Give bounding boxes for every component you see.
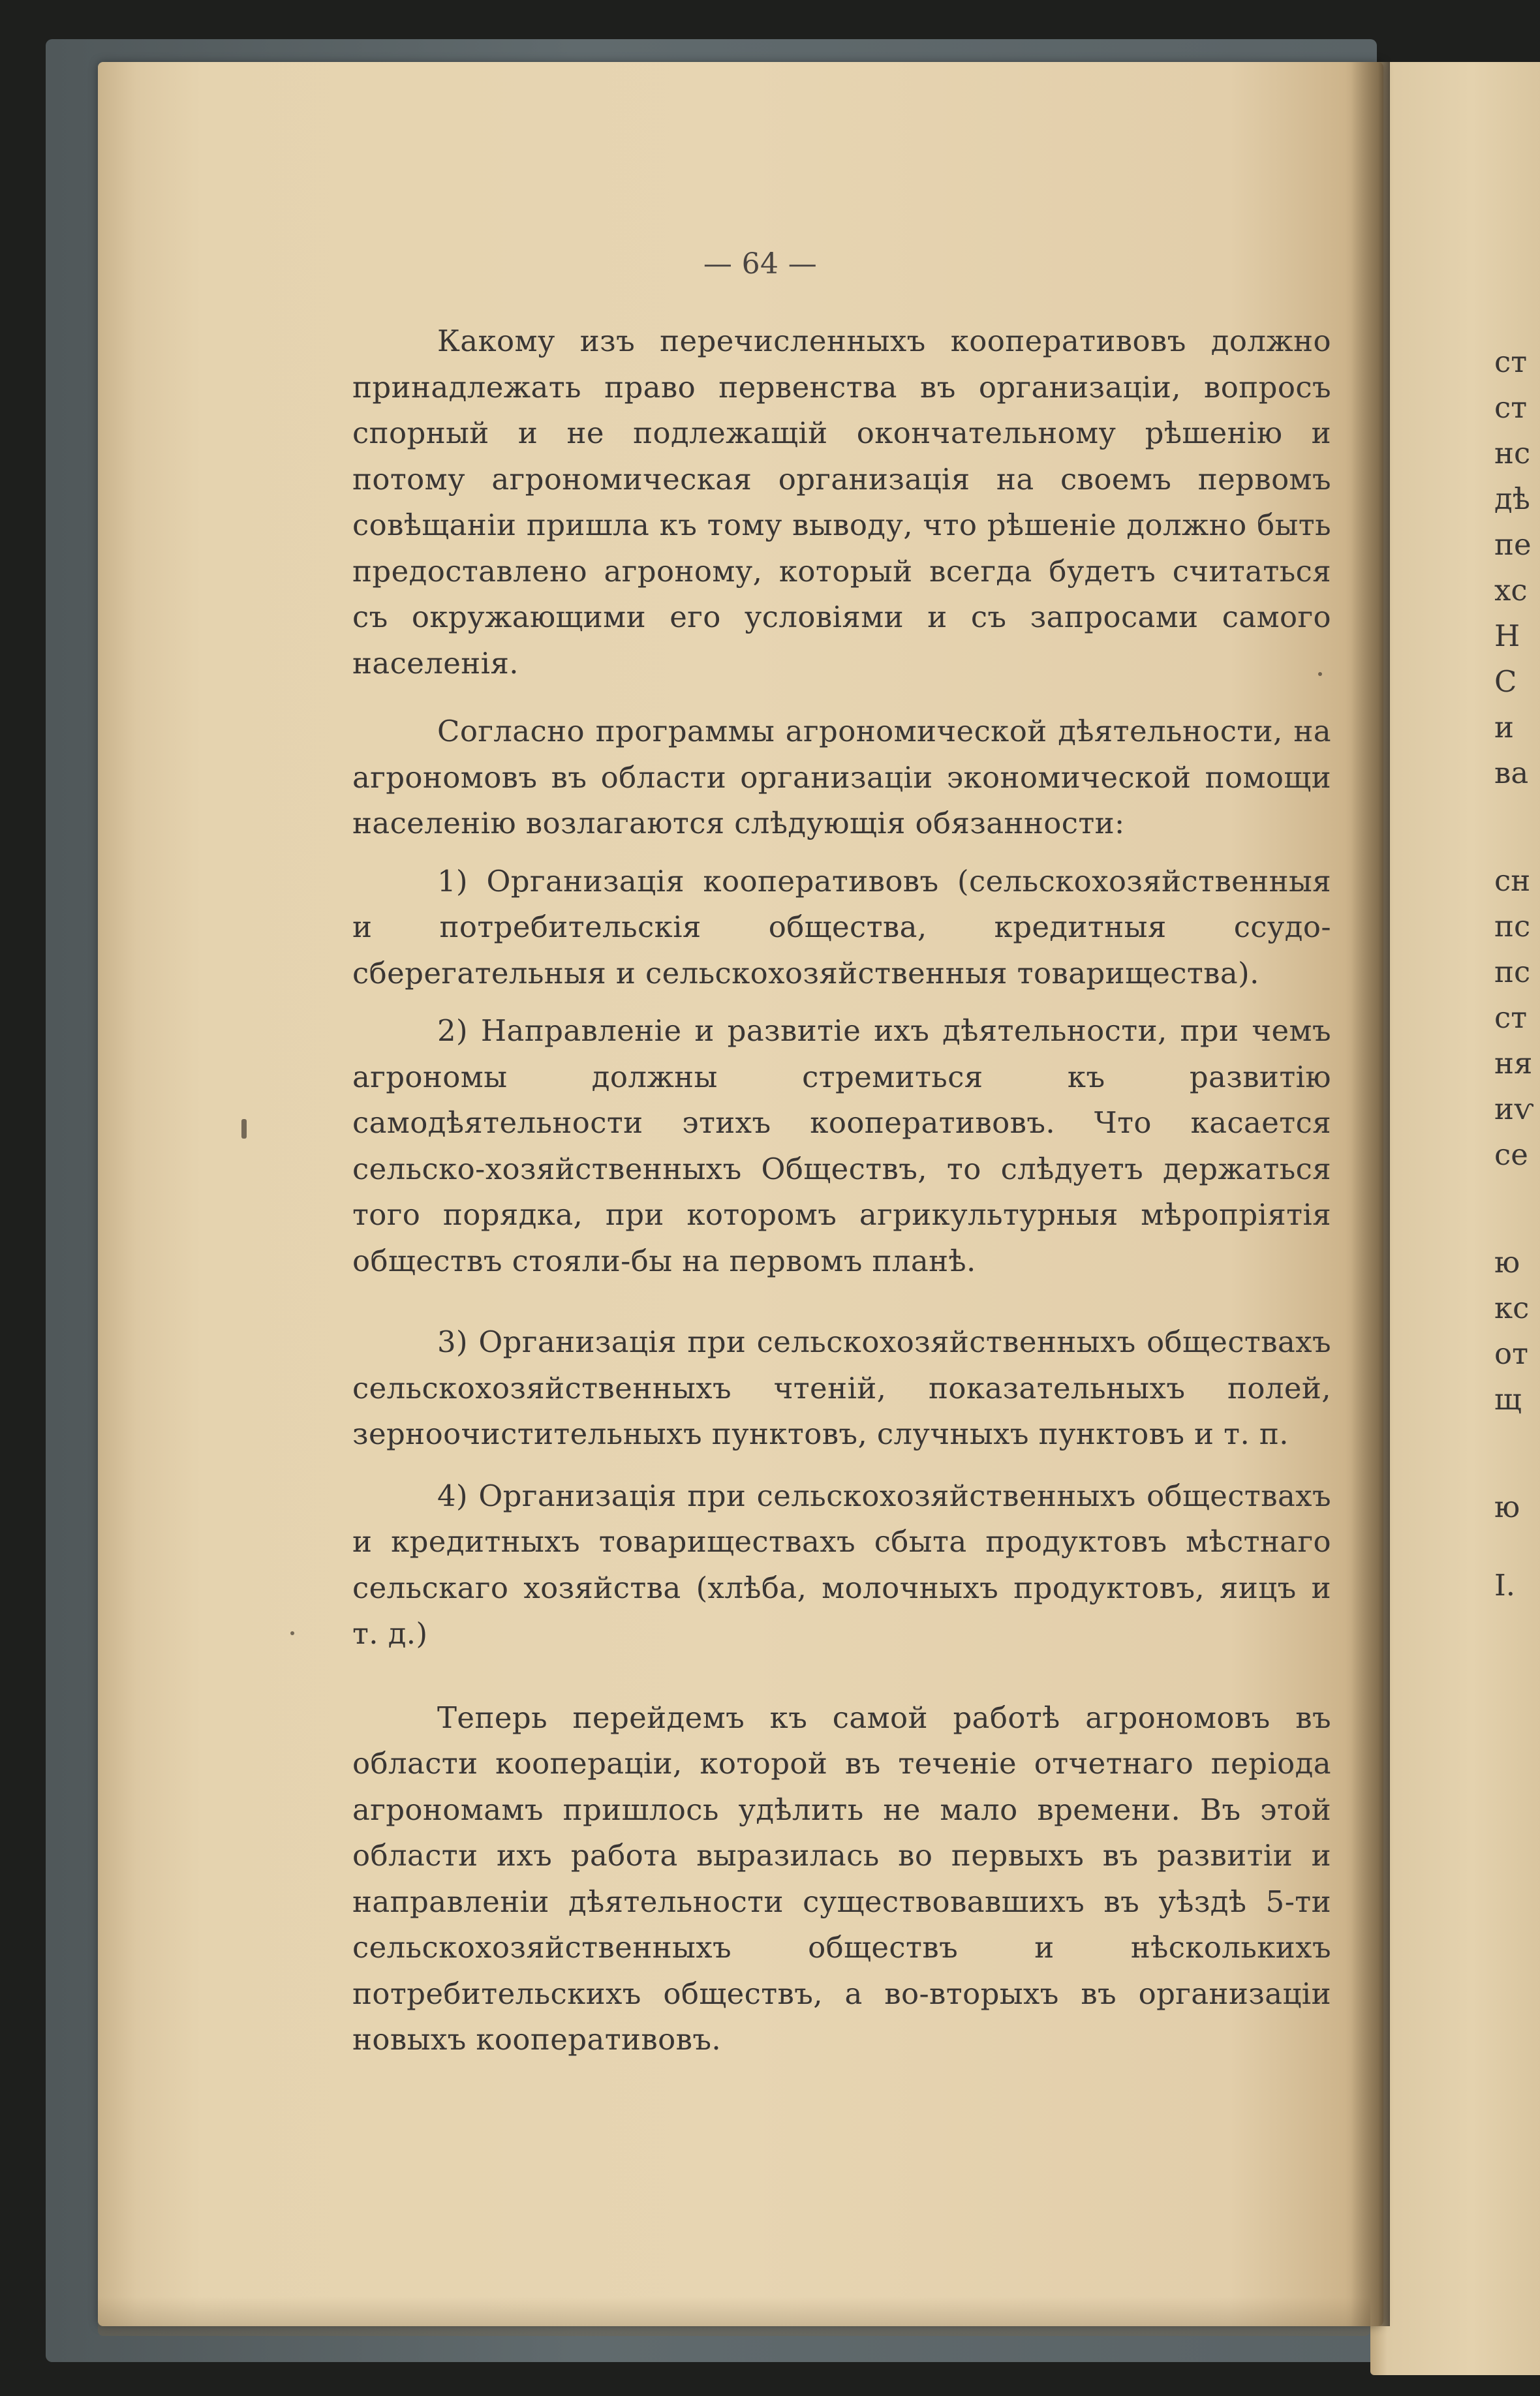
next-page-fragment: ст [1494, 390, 1528, 425]
page-bottom-edge [98, 2297, 1370, 2336]
page-number: — 64 — [703, 247, 818, 281]
next-page-fragment: иѵ [1494, 1092, 1534, 1126]
next-page-fragment: нс [1494, 436, 1531, 470]
paragraph-3: Теперь перейдемъ къ самой работѣ агрономовъ въ области кооперацiи, которой въ теченiе отчетнаго перiода агрономамъ пришлось удѣлить не мало времени. Въ этой области ихъ работа выразилась во первыхъ въ развитiи и направленiи дѣятельности существовавшихъ въ уѣздѣ 5-ти сельскохозяйственныхъ обществъ и нѣсколькихъ потребительскихъ обществъ, а во-вторыхъ въ организацiи новыхъ кооперативовъ. [352, 1700, 1331, 2057]
next-page-fragment: ва [1494, 756, 1529, 790]
next-page-fragment: кс [1494, 1291, 1530, 1325]
next-page-fragment: пс [1494, 909, 1531, 944]
next-page-fragment: ст [1494, 1000, 1528, 1035]
next-page-fragment: ю [1494, 1245, 1520, 1280]
list-item-1: 1) Организацiя кооперативовъ (сельскохозяйственныя и потребительскiя общества, кредитныя ссудо-сберегательныя и сельскохозяйственныя товарищества). [352, 863, 1331, 991]
next-page-fragment: пс [1494, 955, 1531, 989]
paper-speck [1318, 672, 1322, 676]
next-page-text [1494, 339, 1534, 1608]
next-page-fragment: ст [1494, 345, 1528, 379]
next-page-fragment: ня [1494, 1046, 1533, 1081]
list-item-4: 4) Организацiя при сельскохозяйственныхъ обществахъ и кредитныхъ товариществахъ сбыта продуктовъ мѣстнаго сельскаго хозяйства (хлѣба, молочныхъ продуктовъ, яицъ и т. д.) [352, 1478, 1331, 1651]
next-page-fragment: се [1494, 1137, 1528, 1172]
next-page-fragment: от [1494, 1336, 1528, 1371]
next-page-fragment: С [1494, 664, 1517, 699]
list-item-2: 2) Направленiе и развитiе ихъ дѣятельности, при чемъ агрономы должны стремиться къ развитiю самодѣятельности этихъ кооперативовъ. Что касается сельско-хозяйственныхъ Обществъ, то слѣдуетъ держаться того порядка, при которомъ агрикультурныя мѣропрiятiя обществъ стояли-бы на первомъ планѣ. [352, 1013, 1331, 1278]
next-page-fragment: Н [1494, 619, 1520, 653]
next-page-fragment: сн [1494, 863, 1531, 898]
next-page-fragment: ю [1494, 1490, 1520, 1524]
next-page-fragment: щ [1494, 1382, 1522, 1417]
next-page-fragment: и [1494, 710, 1514, 745]
paper-speck [290, 1631, 294, 1635]
list-item-3: 3) Организацiя при сельскохозяйственныхъ обществахъ сельскохозяйственныхъ чтенiй, показательныхъ полей, зерноочистительныхъ пунктовъ, случныхъ пунктовъ и т. п. [352, 1325, 1331, 1451]
page-text [352, 241, 1331, 2063]
next-page-fragment: хс [1494, 573, 1528, 607]
paper-mark [241, 1119, 247, 1139]
book-gutter [1351, 62, 1390, 2326]
next-page-fragment: дѣ [1494, 482, 1530, 516]
paragraph-2: Согласно программы агрономической дѣятельности, на агрономовъ въ области организацiи экономической помощи населенiю возлагаются слѣдующiя обязанности: [352, 714, 1331, 840]
next-page-fragment: пе [1494, 527, 1532, 562]
paragraph-1: Какому изъ перечисленныхъ кооперативовъ должно принадлежать право первенства въ организацiи, вопросъ спорный и не подлежащiй окончательному рѣшенiю и потому агрономическая организацiя на своемъ первомъ совѣщанiи пришла къ тому выводу, что рѣшенiе должно быть предоставлено агроному, который всегда будетъ считаться съ окружающими его условiями и съ запросами самого населенiя. [352, 324, 1331, 681]
next-page-fragment: I. [1494, 1568, 1516, 1603]
